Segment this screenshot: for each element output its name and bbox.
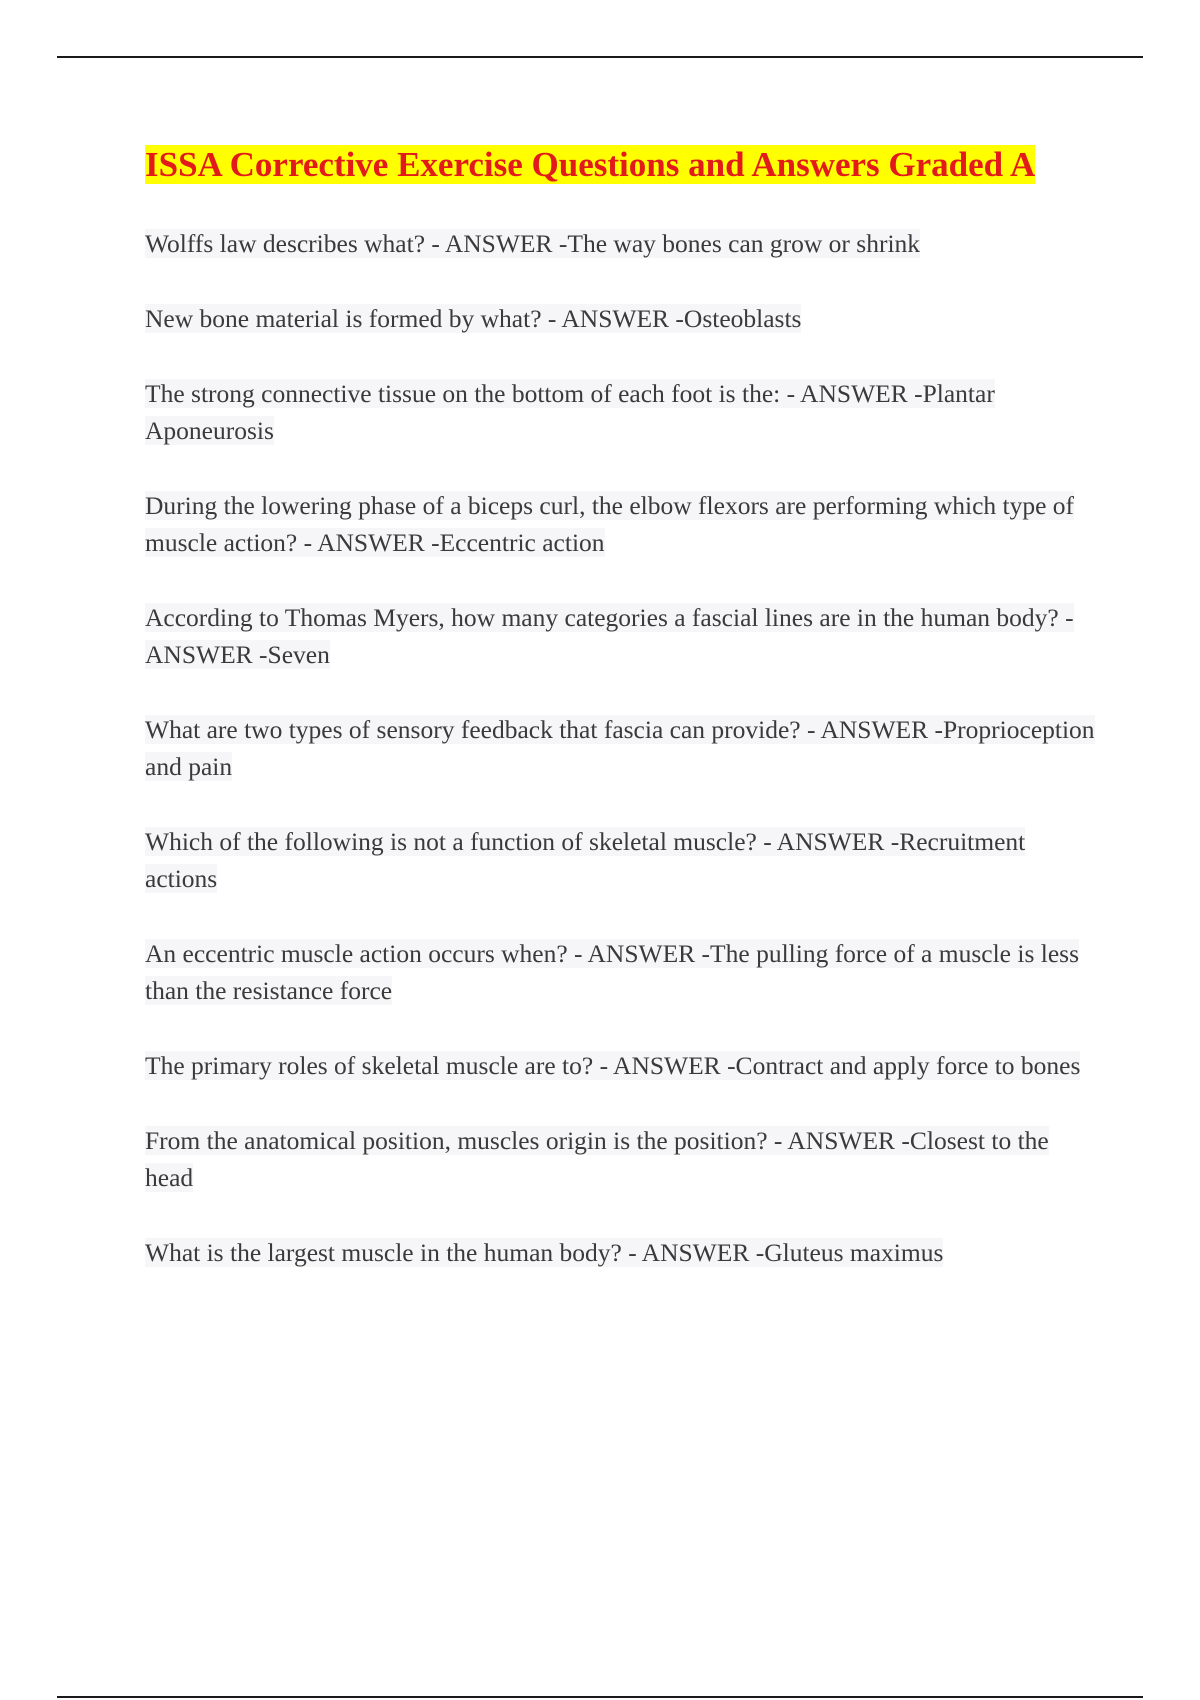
qa-item-1: Wolffs law describes what? - ANSWER -The way bones can grow or shrink [145, 229, 921, 258]
qa-item-6: What are two types of sensory feedback that fascia can provide? - ANSWER -Proprioception and pain [145, 715, 1095, 781]
qa-item-4: During the lowering phase of a biceps curl, the elbow flexors are performing which type of muscle action? - ANSWER -Eccentric action [145, 491, 1075, 557]
header-rule [57, 56, 1143, 58]
document-title [145, 143, 1095, 187]
qa-item-5: According to Thomas Myers, how many categories a fascial lines are in the human body? - ANSWER -Seven [145, 603, 1074, 669]
qa-item-7: Which of the following is not a function of skeletal muscle? - ANSWER -Recruitment actions [145, 827, 1026, 893]
qa-item-9: The primary roles of skeletal muscle are to? - ANSWER -Contract and apply force to bones [145, 1051, 1081, 1080]
document-title-text: ISSA Corrective Exercise Questions and Answers Graded A [145, 145, 1036, 184]
qa-list [145, 225, 1095, 1271]
qa-item-8: An eccentric muscle action occurs when? - ANSWER -The pulling force of a muscle is less than the resistance force [145, 939, 1079, 1005]
qa-item-11: What is the largest muscle in the human body? - ANSWER -Gluteus maximus [145, 1238, 944, 1267]
footer-rule [57, 1696, 1143, 1698]
qa-item-3: The strong connective tissue on the bottom of each foot is the: - ANSWER -Plantar Aponeurosis [145, 379, 995, 445]
qa-item-2: New bone material is formed by what? - ANSWER -Osteoblasts [145, 304, 802, 333]
document-body [145, 143, 1095, 1309]
qa-item-10: From the anatomical position, muscles origin is the position? - ANSWER -Closest to the head [145, 1126, 1049, 1192]
